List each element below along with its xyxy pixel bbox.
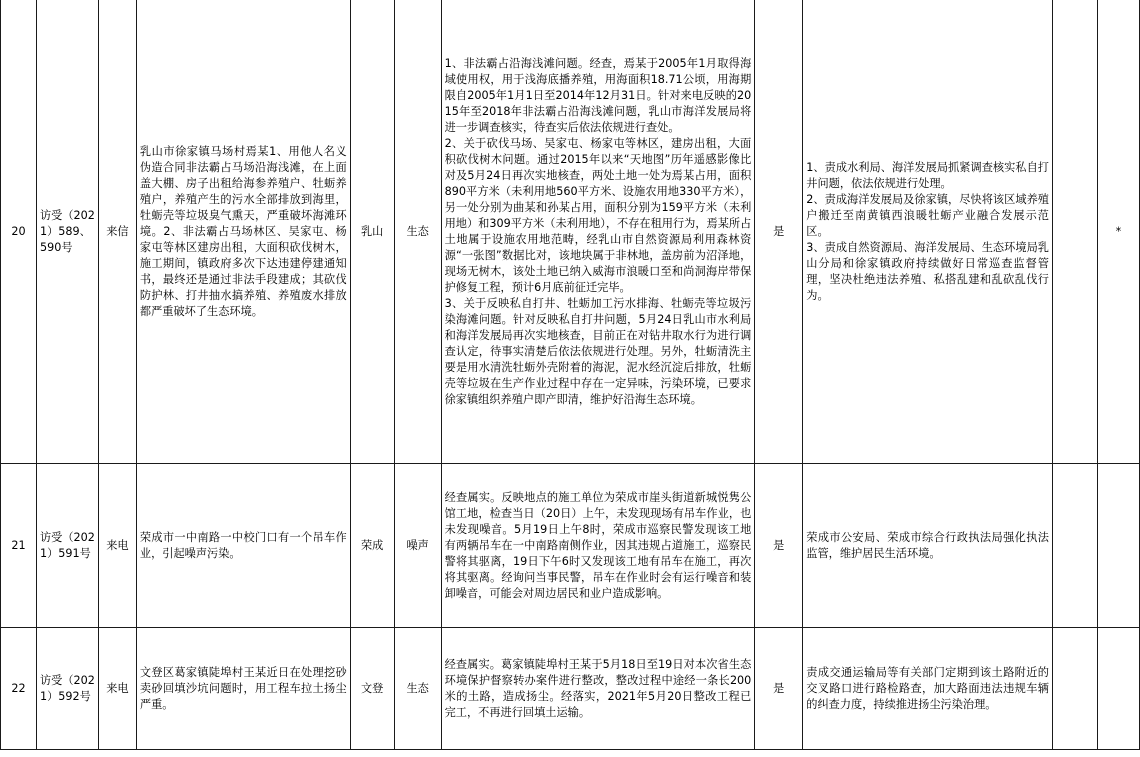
region: 文登 xyxy=(350,628,394,750)
measures xyxy=(803,464,1053,628)
measures xyxy=(803,0,1053,464)
row-number: 20 xyxy=(1,0,37,464)
measure-item: 荣成市公安局、荣成市综合行政执法局强化执法监管，维护居民生活环境。 xyxy=(806,530,1049,560)
complaint-content: 乳山市徐家镇马场村焉某1、用他人名义伪造合同非法霸占马场沿海浅滩，在上面盖大棚、房子出租给海参养殖户、牡蛎养殖户，养殖产生的污水全部排放到海里，牡蛎壳等垃圾臭气熏天，严重破坏海滩环境。2、非法霸占马场林区、吴家屯、杨家屯等林区建房出租，大面积砍伐树木，施工期间，镇政府多次下达违建停建通知书，最终还是通过非法手段建成；其砍伐防护林、打井抽水搞养殖、养殖废水排放都严重破坏了生态环境。 xyxy=(136,0,350,464)
complaint-content: 荣成市一中南路一中校门口有一个吊车作业，引起噪声污染。 xyxy=(136,464,350,628)
findings-paragraph: 1、非法霸占沿海浅滩问题。经查，焉某于2005年1月取得海域使用权，用于浅海底播养殖，用海面积18.71公顷，用海期限自2005年1月1日至2014年12月31日。针对来电反映的2015年至2018年非法霸占沿海浅滩问题，乳山市海洋发展局将进一步调查核实，待查实后依法依规进行查处。 xyxy=(444,56,752,134)
case-id: 访受（2021）589、590号 xyxy=(36,0,98,464)
category: 噪声 xyxy=(394,464,441,628)
row-number: 22 xyxy=(1,628,37,750)
case-id: 访受（2021）592号 xyxy=(36,628,98,750)
table-row xyxy=(1,628,1140,750)
verified-flag: 是 xyxy=(755,628,803,750)
channel: 来信 xyxy=(98,0,136,464)
measure-item: 2、责成海洋发展局及徐家镇，尽快将该区域养殖户搬迁至南黄镇西浪暖牡蛎产业融合发展示范区。 xyxy=(806,192,1049,238)
table-row xyxy=(1,464,1140,628)
region: 荣成 xyxy=(350,464,394,628)
empty-cell xyxy=(1053,464,1098,628)
channel: 来电 xyxy=(98,628,136,750)
empty-cell xyxy=(1053,628,1098,750)
region: 乳山 xyxy=(350,0,394,464)
findings-paragraph: 2、关于砍伐马场、吴家屯、杨家屯等林区，建房出租，大面积砍伐树木问题。通过2015年以来“天地图”历年遥感影像比对及5月24日再次实地核查，两处土地一处为焉某占用，面积890平方米（未利用地560平方米、设施农用地330平方米），另一处分别为曲某和孙某占用，面积分别为159平方米（未利用地）和309平方米（未利用地），不存在租用行为，焉某所占土地属于设施农用地范畴，经乳山市自然资源局利用森林资源“一张图”数据比对，该地块属于非林地，盖房前为沼泽地，现场无树木，该处土地已纳入威海市浪暖口至和尚洞海岸带保护修复工程，预计6月底前征迁完毕。 xyxy=(444,136,752,294)
measures xyxy=(803,628,1053,750)
measure-item: 3、责成自然资源局、海洋发展局、生态环境局乳山分局和徐家镇政府持续做好日常巡查监督管理，坚决杜绝违法养殖、私搭乱建和乱砍乱伐行为。 xyxy=(806,240,1049,302)
remark-mark xyxy=(1097,628,1139,750)
row-number: 21 xyxy=(1,464,37,628)
remark-mark xyxy=(1097,464,1139,628)
verified-flag: 是 xyxy=(755,464,803,628)
findings xyxy=(441,628,755,750)
findings-paragraph: 经查属实。反映地点的施工单位为荣成市崖头街道新城悦隽公馆工地，检查当日（20日）上午，未发现现场有吊车作业，也未发现噪音。5月19日上午8时，荣成市巡察民警发现该工地有两辆吊车在一中南路南侧作业，因其违规占道施工，巡察民警将其驱离，19日下午6时又发现该工地有吊车在施工，再次将其驱离。经询问当事民警，吊车在作业时会有运行噪音和装卸噪音，可能会对周边居民和业户造成影响。 xyxy=(444,490,752,600)
case-id: 访受（2021）591号 xyxy=(36,464,98,628)
findings-paragraph: 3、关于反映私自打井、牡蛎加工污水排海、牡蛎壳等垃圾污染海滩问题。针对反映私自打井问题，5月24日乳山市水利局和海洋发展局再次实地核查，目前正在对钻井取水行为进行调查认定，待事实清楚后依法依规进行处理。另外，牡蛎清洗主要是用水清洗牡蛎外壳附着的海泥，泥水经沉淀后排放，牡蛎壳等垃圾在生产作业过程中存在一定异味，污染环境，已要求徐家镇组织养殖户即产即清，维护好沿海生态环境。 xyxy=(444,296,752,406)
complaint-content: 文登区葛家镇陡埠村王某近日在处理挖砂卖砂回填沙坑问题时，用工程车拉土扬尘严重。 xyxy=(136,628,350,750)
empty-cell xyxy=(1053,0,1098,464)
findings-paragraph: 经查属实。葛家镇陡埠村王某于5月18日至19日对本次省生态环境保护督察转办案件进行整改，整改过程中途经一条长200米的土路，造成扬尘。经落实，2021年5月20日整改工程已完工，不再进行回填土运输。 xyxy=(444,657,752,719)
table-row xyxy=(1,0,1140,464)
category: 生态 xyxy=(394,628,441,750)
verified-flag: 是 xyxy=(755,0,803,464)
category: 生态 xyxy=(394,0,441,464)
measure-item: 1、责成水利局、海洋发展局抓紧调查核实私自打井问题，依法依规进行处理。 xyxy=(806,160,1049,190)
findings xyxy=(441,0,755,464)
findings xyxy=(441,464,755,628)
channel: 来电 xyxy=(98,464,136,628)
remark-mark: * xyxy=(1097,0,1139,464)
measure-item: 责成交通运输局等有关部门定期到该土路附近的交叉路口进行路检路查，加大路面违法违规车辆的纠查力度，持续推进扬尘污染治理。 xyxy=(806,665,1049,711)
